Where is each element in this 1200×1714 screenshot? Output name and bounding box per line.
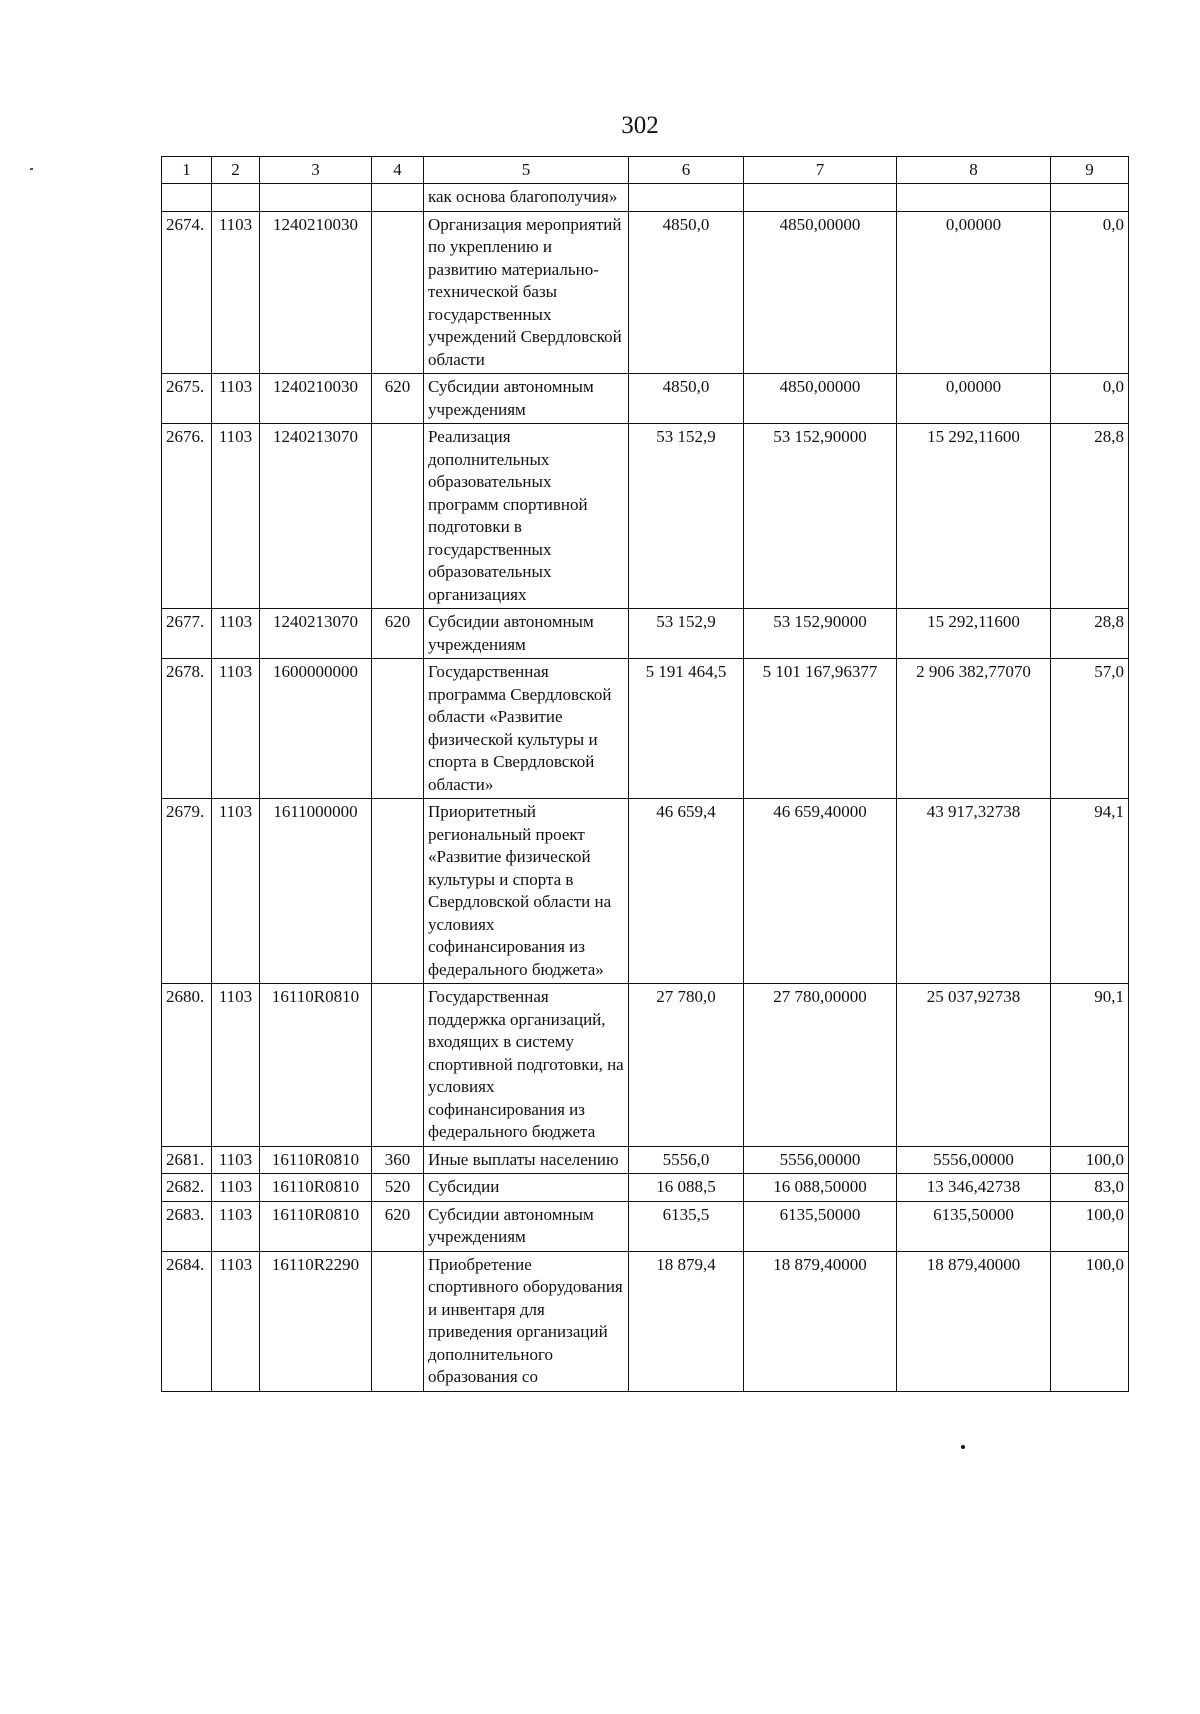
expense-type-code [372,659,424,799]
table-row [162,1174,1129,1202]
value-col-8: 15 292,11600 [897,424,1051,609]
item-name: как основа благополучия» [424,184,629,212]
item-name: Субсидии автономным учреждениям [424,1201,629,1251]
budget-table [161,156,1129,1392]
section-code: 1103 [212,374,260,424]
value-col-8: 13 346,42738 [897,1174,1051,1202]
scan-mark [30,168,33,170]
value-col-6: 18 879,4 [629,1251,744,1391]
value-col-6: 4850,0 [629,211,744,374]
target-article-code: 1240210030 [260,374,372,424]
target-article-code [260,184,372,212]
value-col-6: 16 088,5 [629,1174,744,1202]
value-col-8: 5556,00000 [897,1146,1051,1174]
item-name: Организация мероприятий по укреплению и развитию материально-технической базы государственных учреждений Свердловской области [424,211,629,374]
row-number: 2680. [162,984,212,1147]
expense-type-code: 620 [372,374,424,424]
section-code: 1103 [212,984,260,1147]
table-row [162,424,1129,609]
value-col-9: 100,0 [1051,1201,1129,1251]
value-col-8: 43 917,32738 [897,799,1051,984]
target-article-code: 1240213070 [260,609,372,659]
target-article-code: 16110R0810 [260,1146,372,1174]
table-row [162,609,1129,659]
section-code: 1103 [212,1174,260,1202]
expense-type-code [372,424,424,609]
target-article-code: 16110R0810 [260,1201,372,1251]
value-col-6: 5 191 464,5 [629,659,744,799]
section-code [212,184,260,212]
row-number: 2684. [162,1251,212,1391]
value-col-6: 53 152,9 [629,424,744,609]
value-col-7: 4850,00000 [744,211,897,374]
item-name: Приобретение спортивного оборудования и инвентаря для приведения организаций дополнительного образования со [424,1251,629,1391]
table-row [162,374,1129,424]
row-number: 2678. [162,659,212,799]
value-col-6: 5556,0 [629,1146,744,1174]
target-article-code: 16110R0810 [260,984,372,1147]
value-col-9: 0,0 [1051,211,1129,374]
value-col-9: 100,0 [1051,1146,1129,1174]
value-col-7: 5 101 167,96377 [744,659,897,799]
item-name: Иные выплаты населению [424,1146,629,1174]
value-col-9: 28,8 [1051,609,1129,659]
value-col-7: 53 152,90000 [744,424,897,609]
header-col-4: 4 [372,157,424,184]
section-code: 1103 [212,211,260,374]
value-col-9: 28,8 [1051,424,1129,609]
value-col-6: 27 780,0 [629,984,744,1147]
table-row [162,184,1129,212]
value-col-8: 25 037,92738 [897,984,1051,1147]
section-code: 1103 [212,799,260,984]
value-col-6: 6135,5 [629,1201,744,1251]
value-col-9: 83,0 [1051,1174,1129,1202]
expense-type-code: 520 [372,1174,424,1202]
scan-dot-mark [961,1445,965,1449]
row-number: 2677. [162,609,212,659]
value-col-8: 18 879,40000 [897,1251,1051,1391]
expense-type-code [372,799,424,984]
expense-type-code: 620 [372,609,424,659]
table-row [162,211,1129,374]
page-number: 302 [621,112,659,139]
value-col-7: 6135,50000 [744,1201,897,1251]
value-col-7: 53 152,90000 [744,609,897,659]
table-row [162,1146,1129,1174]
value-col-6: 53 152,9 [629,609,744,659]
value-col-7: 16 088,50000 [744,1174,897,1202]
section-code: 1103 [212,424,260,609]
header-col-8: 8 [897,157,1051,184]
target-article-code: 1240213070 [260,424,372,609]
value-col-6: 4850,0 [629,374,744,424]
value-col-9: 100,0 [1051,1251,1129,1391]
header-row [162,157,1129,184]
header-col-3: 3 [260,157,372,184]
item-name: Субсидии автономным учреждениям [424,609,629,659]
row-number: 2674. [162,211,212,374]
header-col-2: 2 [212,157,260,184]
item-name: Государственная поддержка организаций, входящих в систему спортивной подготовки, на условиях софинансирования из федерального бюджета [424,984,629,1147]
row-number: 2683. [162,1201,212,1251]
expense-type-code [372,984,424,1147]
expense-type-code: 620 [372,1201,424,1251]
row-number: 2676. [162,424,212,609]
section-code: 1103 [212,1201,260,1251]
table-row [162,1251,1129,1391]
value-col-7 [744,184,897,212]
item-name: Государственная программа Свердловской области «Развитие физической культуры и спорта в Свердловской области» [424,659,629,799]
value-col-9: 90,1 [1051,984,1129,1147]
target-article-code: 1611000000 [260,799,372,984]
target-article-code: 1600000000 [260,659,372,799]
item-name: Приоритетный региональный проект «Развитие физической культуры и спорта в Свердловской области на условиях софинансирования из федерального бюджета» [424,799,629,984]
table-row [162,659,1129,799]
table-row [162,799,1129,984]
section-code: 1103 [212,659,260,799]
value-col-8: 6135,50000 [897,1201,1051,1251]
value-col-7: 27 780,00000 [744,984,897,1147]
value-col-7: 18 879,40000 [744,1251,897,1391]
value-col-7: 5556,00000 [744,1146,897,1174]
row-number: 2679. [162,799,212,984]
row-number [162,184,212,212]
value-col-8: 2 906 382,77070 [897,659,1051,799]
item-name: Реализация дополнительных образовательных программ спортивной подготовки в государственных образовательных организациях [424,424,629,609]
target-article-code: 16110R2290 [260,1251,372,1391]
value-col-7: 4850,00000 [744,374,897,424]
header-col-1: 1 [162,157,212,184]
value-col-6 [629,184,744,212]
expense-type-code [372,211,424,374]
value-col-8: 15 292,11600 [897,609,1051,659]
table-row [162,984,1129,1147]
value-col-9: 0,0 [1051,374,1129,424]
expense-type-code [372,184,424,212]
section-code: 1103 [212,609,260,659]
header-col-7: 7 [744,157,897,184]
value-col-9 [1051,184,1129,212]
value-col-8: 0,00000 [897,211,1051,374]
value-col-7: 46 659,40000 [744,799,897,984]
row-number: 2675. [162,374,212,424]
table-row [162,1201,1129,1251]
header-col-6: 6 [629,157,744,184]
expense-type-code [372,1251,424,1391]
value-col-6: 46 659,4 [629,799,744,984]
item-name: Субсидии автономным учреждениям [424,374,629,424]
section-code: 1103 [212,1146,260,1174]
section-code: 1103 [212,1251,260,1391]
value-col-9: 94,1 [1051,799,1129,984]
expense-type-code: 360 [372,1146,424,1174]
header-col-5: 5 [424,157,629,184]
row-number: 2681. [162,1146,212,1174]
target-article-code: 16110R0810 [260,1174,372,1202]
row-number: 2682. [162,1174,212,1202]
target-article-code: 1240210030 [260,211,372,374]
header-col-9: 9 [1051,157,1129,184]
value-col-8 [897,184,1051,212]
value-col-8: 0,00000 [897,374,1051,424]
item-name: Субсидии [424,1174,629,1202]
value-col-9: 57,0 [1051,659,1129,799]
